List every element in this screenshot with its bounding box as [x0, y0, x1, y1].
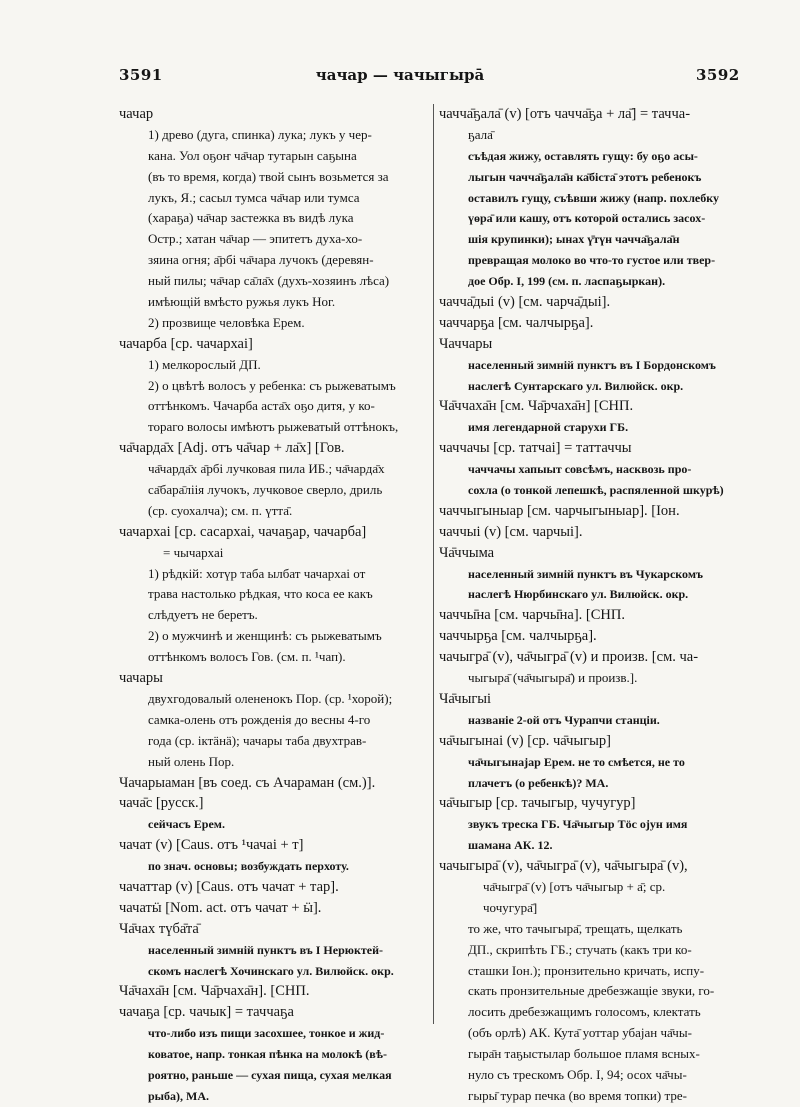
text-line: чачар	[119, 106, 154, 122]
text-line: чаччыі (v) [см. чарчыі].	[439, 523, 583, 540]
text-line: чачча̄ҕала̄ (v) [отъ чачча̄ҕа + ла̄] = тачча-	[439, 106, 691, 122]
text-line: са̄бара̄ліія лучокъ, лучковое сверло, дриль	[148, 482, 383, 498]
text-line: Ча̄ччаха̄н [см. Ча̄рчаха̄н] [СНП.	[439, 398, 634, 415]
text-line: лосить дребезжащимъ голосомъ, клектать	[468, 1004, 701, 1020]
text-line: чачаҕа [ср. чачык] = таччаҕа	[119, 1004, 294, 1021]
text-line: плачетъ (о ребенкѣ)? МА.	[468, 775, 609, 790]
text-line: наслегѣ Нюрбинскаго ул. Вилюйск. окр.	[468, 587, 689, 602]
text-line: = чычархаі	[163, 544, 224, 560]
text-line: по знач. основы; возбуждать перхоту.	[148, 859, 349, 874]
text-line: нуло съ трескомъ Обр. I, 94; осох ча̄чы-	[468, 1066, 687, 1082]
text-line: (въ то время, когда) твой сынъ возьмется за	[148, 168, 389, 184]
text-line: чачча̄дыі (v) [см. чарча̄дыі].	[439, 294, 611, 311]
text-line: 1) древо (дуга, спинка) лука; лукъ у чер-	[148, 126, 372, 142]
text-line: Чачарыаман [въ соед. съ Ачараман (см.)].	[119, 774, 376, 791]
text-line: населенный зимній пунктъ въ Чукарскомъ	[468, 566, 704, 581]
text-line: чаччы̄на [см. чарчы̄на]. [СНП.	[439, 607, 625, 624]
text-line: тораго волосы имѣютъ рыжеватый оттѣнокъ,	[148, 419, 399, 435]
text-line: ча̄чарда̄х а̄рбі лучковая пила ИБ.; ча̄чарда̄х	[148, 461, 385, 477]
text-line: лукъ, Я.; сасыл тумса ча̄чар или тумса	[148, 189, 360, 205]
text-line: гыры̄ турар печка (во время топки) тре-	[468, 1087, 687, 1103]
text-line: чаччачы [ср. татчаі] = таттаччы	[439, 440, 632, 457]
text-line: сташки Іон.); пронзительно кричать, испу-	[468, 962, 705, 978]
text-line: 1) мелкорослый ДП.	[148, 356, 261, 372]
text-line: 2) о цвѣтѣ волосъ у ребенка: съ рыжеватымъ	[148, 377, 396, 393]
text-line: 2) прозвище человѣка Ерем.	[148, 314, 305, 330]
text-line: шія крупинки); ынах ү̄түн чачча̄ҕала̄н	[468, 232, 680, 247]
text-line: ДП., скрипѣть ГБ.; стучать (какъ три ко-	[468, 941, 692, 957]
text-line: чыгыра̄ (ча̄чыгыра̄) и произв.].	[468, 670, 638, 686]
text-line: 1) рѣдкій: хотүр таба ылбат чачархаі от	[148, 565, 366, 581]
text-line: скать пронзительные дребезжащіе звуки, го-	[468, 983, 715, 999]
text-line: оставилъ гущу, съѣвши жижу (напр. похлебку	[468, 190, 719, 205]
text-line: чачарба [ср. чачархаі]	[119, 335, 253, 352]
right-column	[439, 104, 765, 1107]
text-line: гыра̄н таҕыстылар большое пламя всных-	[468, 1046, 700, 1062]
text-line: ча̄чыгынајар Ерем. не то смѣется, не то	[468, 754, 685, 769]
page-header	[0, 60, 800, 90]
text-line: чачары	[119, 670, 163, 687]
text-line: (ср. суохалча); см. п. үтта̄.	[148, 502, 293, 518]
text-line: самка-олень отъ рожденія до весны 4-го	[148, 711, 371, 727]
text-line: Ча̄чах түба̄та̄	[119, 920, 199, 937]
text-line: чачыгра̄ (v), ча̄чыгра̄ (v) и произв. [см. ча-	[439, 649, 699, 666]
text-line: Остр.; хатан ча̄чар — эпитетъ духа-хо-	[148, 231, 363, 247]
text-line: лыгын чачча̄ҕала̄н ка̄біста̄ этотъ ребенокъ	[468, 169, 702, 184]
text-line: ҕала̄	[468, 126, 493, 142]
text-line: кана. Уол оҕоҥ ча̄чар тутарын саҕына	[148, 147, 357, 163]
text-line: (объ орлѣ) АК. Кута̄ уоттар убајан ча̄чы-	[468, 1025, 692, 1041]
text-line: слѣдуетъ не беретъ.	[148, 607, 258, 623]
text-line: роятно, раньше — сухая пища, сухая мелкая	[148, 1067, 392, 1082]
text-line: ный олень Пор.	[148, 753, 235, 769]
text-line: сохла (о тонкой лепешкѣ, распяленной шкурѣ)	[468, 483, 724, 498]
text-line: года (ср. іктӓнӓ); чачары таба двухтрав-	[148, 732, 367, 748]
text-line: чаччыгыныар [см. чарчыгыныар]. [Іон.	[439, 502, 680, 519]
text-line: населенный зимній пунктъ въ I Бордонскомъ	[468, 357, 716, 372]
text-line: имя легендарной старухи ГБ.	[468, 420, 629, 435]
text-line: ный пилы; ча̄чар са̄ла̄х (духъ-хозяинъ лѣса)	[148, 273, 390, 289]
text-line: 2) о мужчинѣ и женщинѣ: съ рыжеватымъ	[148, 628, 382, 644]
page-number-left: 3591	[119, 66, 163, 84]
text-line: (хараҕа) ча̄чар застежка въ видѣ лука	[148, 210, 354, 226]
text-line: ча̄чыгра̄ (v) [отъ ча̄чыгыр + а̄; ср.	[483, 878, 666, 894]
text-line: Ча̄ччыма	[439, 544, 495, 561]
text-line: Ча̄чаха̄н [см. Ча̄рчаха̄н]. [СНП.	[119, 983, 310, 1000]
text-line: чача̄с [русск.]	[119, 795, 204, 812]
text-line: трава настолько рѣдкая, что коса ее какъ	[148, 586, 373, 602]
text-line: чаччарҕа [см. чалчырҕа].	[439, 314, 594, 331]
text-line: сейчасъ Ерем.	[148, 817, 225, 832]
text-line: шамана АК. 12.	[468, 838, 553, 853]
text-line: ча̄чыгыр [ср. тачыгыр, чучугур]	[439, 795, 636, 812]
page-number-right: 3592	[696, 66, 740, 84]
text-line: чочугура̄]	[483, 899, 538, 915]
text-line: Чаччары	[439, 335, 493, 352]
text-line: чаччырҕа [см. чалчырҕа].	[439, 628, 597, 645]
text-line: рыба), МА.	[148, 1088, 210, 1103]
left-column	[119, 104, 431, 1107]
text-line: дое Обр. I, 199 (см. п. ласпаҕыркан).	[468, 274, 666, 289]
text-line: съѣдая жижу, оставлять гущу: бу оҕо асы-	[468, 148, 698, 163]
text-line: населенный зимній пунктъ въ I Нерюктей-	[148, 942, 383, 957]
text-line: двухгодовалый олененокъ Пор. (ср. ¹хорой);	[148, 690, 393, 706]
text-line: то же, что тачыгыра̄, трещать, щелкать	[468, 920, 683, 936]
text-line: чачат (v) [Caus. отъ ¹чачаі + т]	[119, 837, 304, 854]
text-line: зяина огня; а̄рбі ча̄чара лучокъ (деревян-	[148, 252, 374, 268]
text-line: имѣющій вмѣсто ружья лукъ Ног.	[148, 294, 336, 310]
text-line: чачыгыра̄ (v), ча̄чыгра̄ (v), ча̄чыгыра̄ (v),	[439, 858, 688, 875]
text-line: оттѣнкомъ. Чачарба аста̄х оҕо дитя, у ко-	[148, 398, 375, 414]
text-line: скомъ наслегѣ Хочинскаго ул. Вилюйск. окр.	[148, 963, 394, 978]
text-line: оттѣнкомъ волосъ Гов. (см. п. ¹чап).	[148, 649, 346, 665]
text-line: звукъ треска ГБ. Ча̄чыгыр Тӧс ојун имя	[468, 817, 688, 832]
text-line: превращая молоко во что-то густое или твер-	[468, 253, 716, 268]
text-line: чаччачы хапыыт совсѣмъ, насквозь про-	[468, 462, 692, 477]
text-line: чачатӹ [Nom. act. отъ чачат + ӹ].	[119, 899, 322, 916]
text-line: чачаттар (v) [Caus. отъ чачат + тар].	[119, 878, 339, 895]
text-line: Ча̄чыгыі	[439, 690, 492, 707]
text-line: коватое, напр. тонкая пѣнка на молокѣ (вѣ-	[148, 1047, 387, 1062]
text-line: наслегѣ Сунтарскаго ул. Вилюйск. окр.	[468, 378, 684, 393]
text-line: чачархаі [ср. сасархаі, чачаҕар, чачарба]	[119, 523, 367, 540]
text-line: үөра̄ или кашу, отъ которой остались засох-	[468, 211, 706, 226]
text-line: ча̄чарда̄х [Adj. отъ ча̄чар + ла̄х] [Гов.	[119, 440, 345, 457]
text-line: ча̄чыгынаі (v) [ср. ча̄чыгыр]	[439, 732, 611, 749]
running-title: чачар — чачыгыра̄	[315, 66, 485, 84]
text-line: что-либо изъ пищи засохшее, тонкое и жид-	[148, 1026, 385, 1041]
text-line: названіе 2-ой отъ Чурапчи станціи.	[468, 712, 660, 727]
column-divider	[433, 104, 434, 1024]
